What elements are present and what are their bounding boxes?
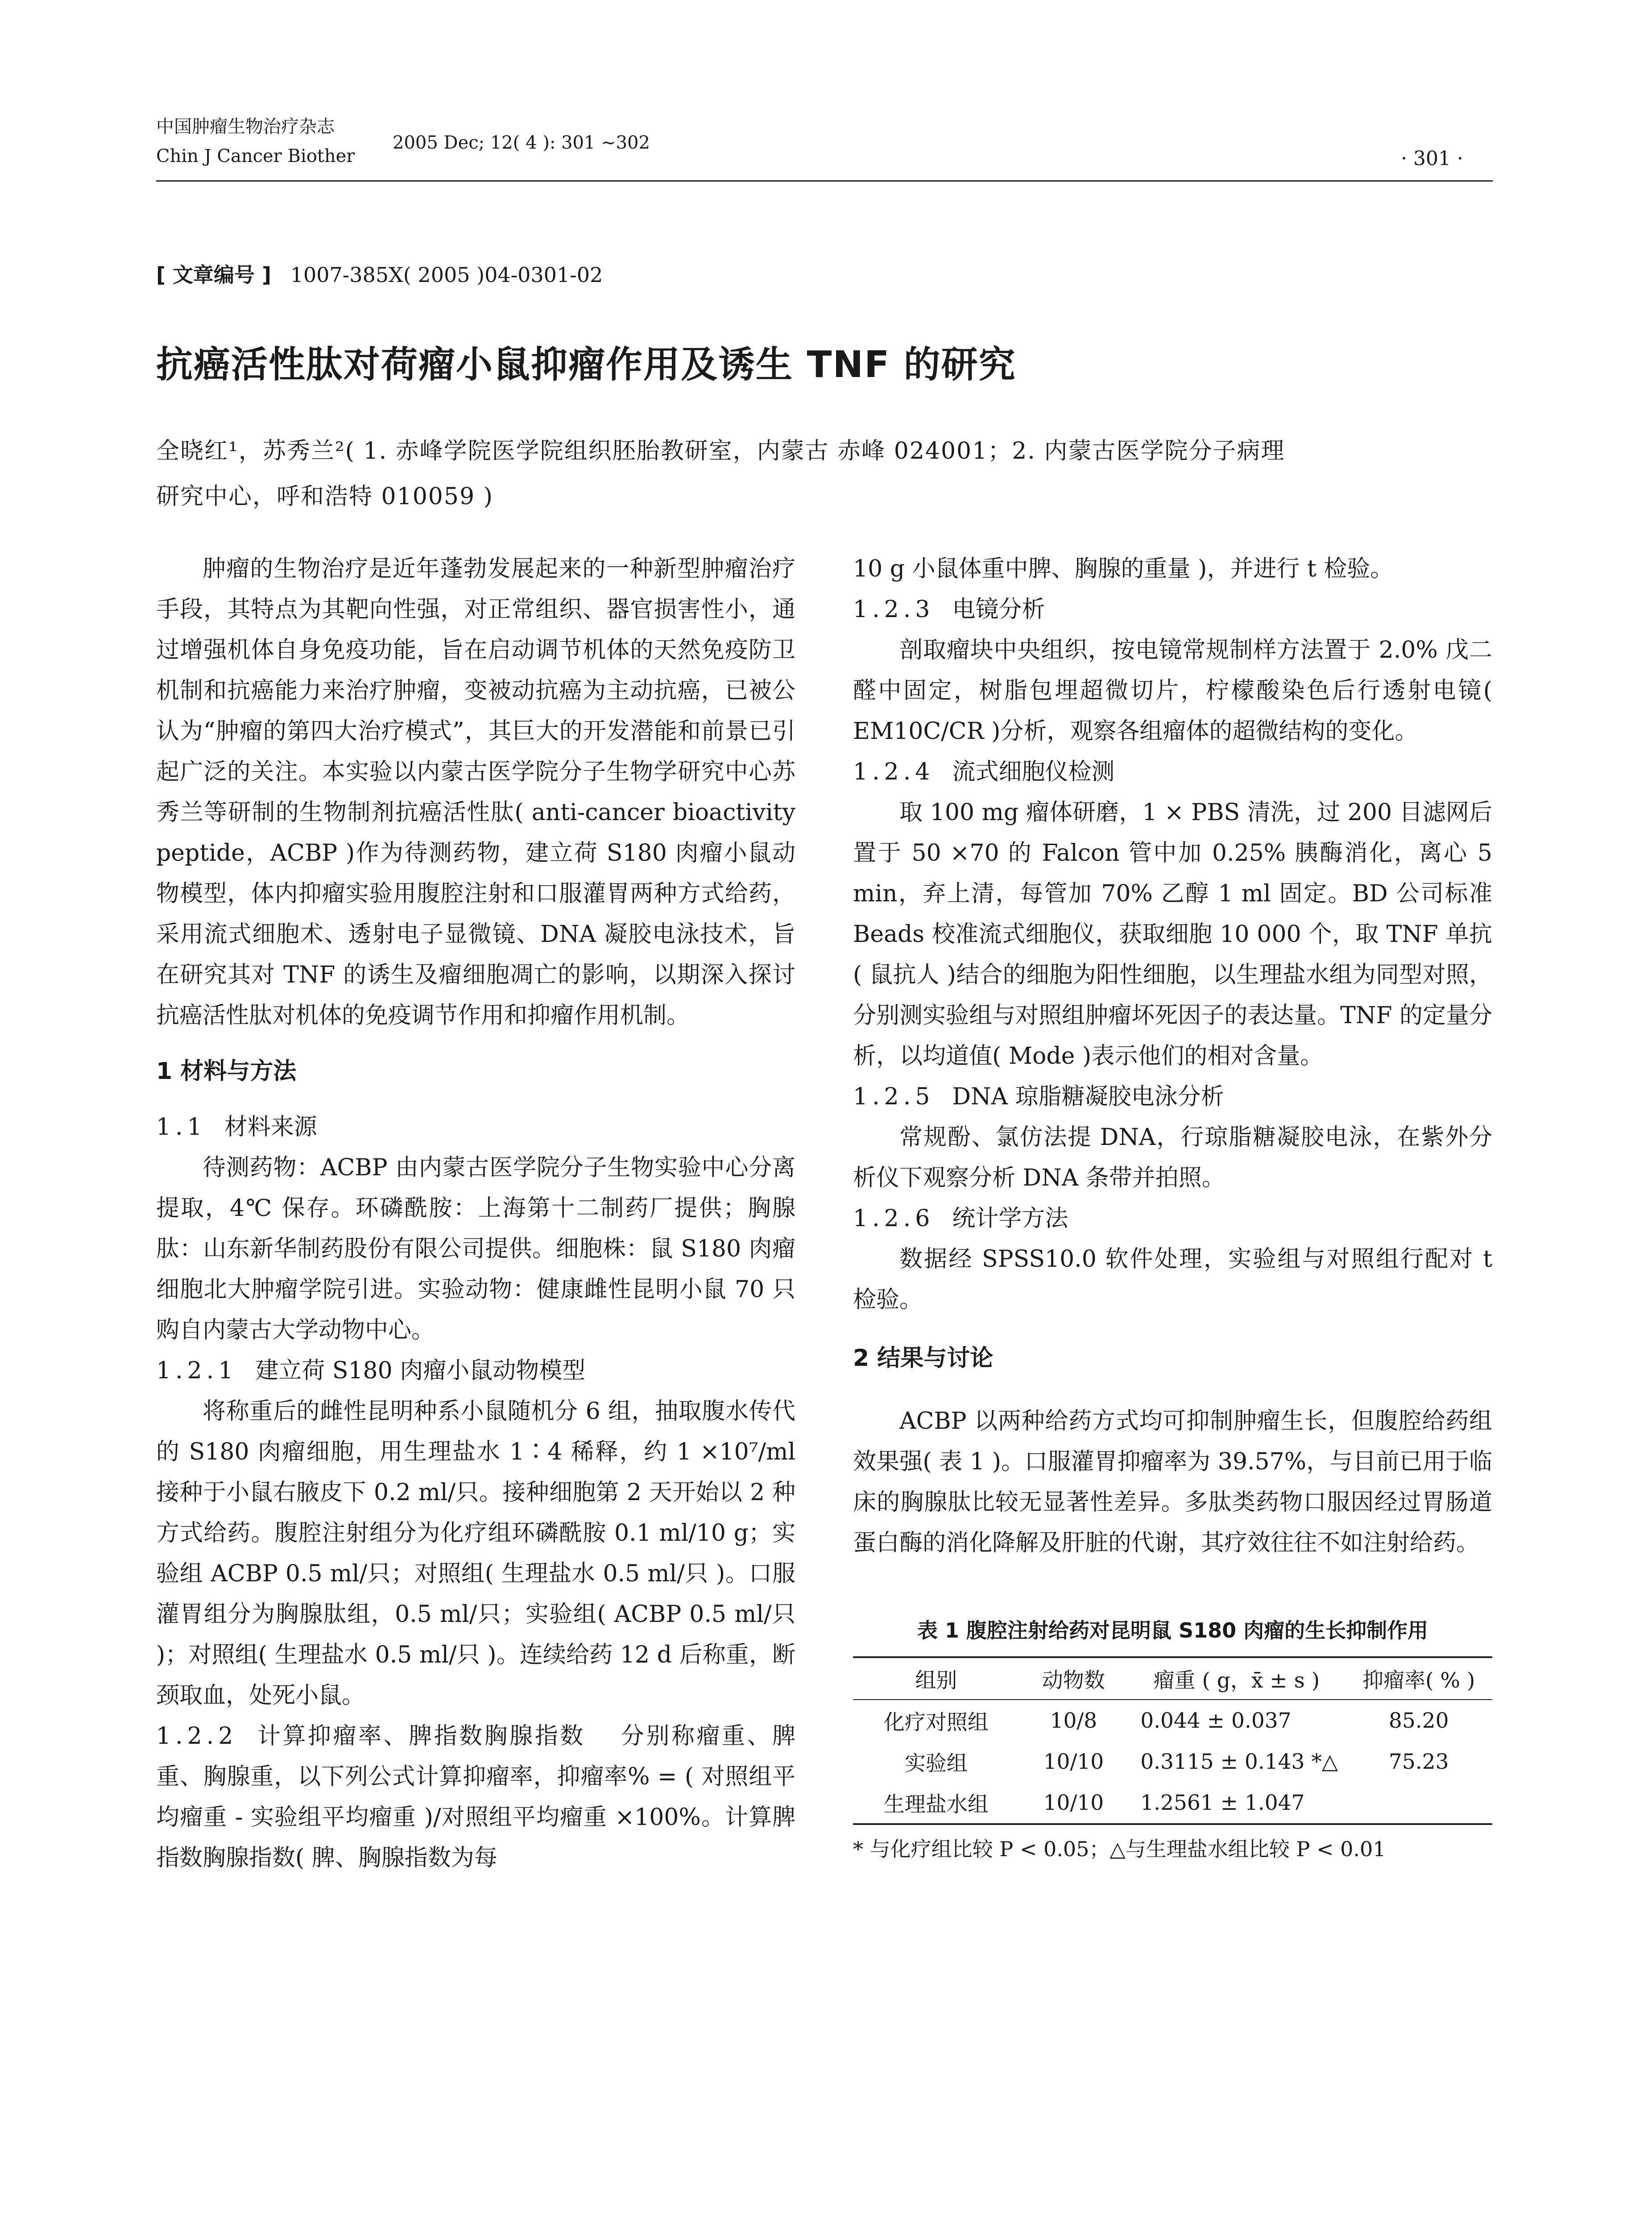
table-cell: 实验组 xyxy=(904,1751,968,1776)
subsection-1-2-3-text: 剖取瘤块中央组织，按电镜常规制样方法置于 2.0% 戊二醛中固定，树脂包埋超微切片，柠檬酸染色后行透射电镜( EM10C/CR )分析，观察各组瘤体的超微结构的变化。 xyxy=(853,637,1492,745)
subsection-1-2-5-heading xyxy=(853,1077,1492,1117)
left-column xyxy=(156,549,795,1879)
subsection-number: 1.2.2 xyxy=(156,1723,238,1750)
table-cell: 85.20 xyxy=(1388,1708,1449,1733)
journal-name-cn: 中国肿瘤生物治疗杂志 xyxy=(156,116,335,137)
authors-line-1: 全晓红¹，苏秀兰²( 1. 赤峰学院医学院组织胚胎教研室，内蒙古 赤峰 024001；2. 内蒙古医学院分子病理 xyxy=(156,438,1285,464)
table-1-grid xyxy=(853,1656,1492,1825)
subsection-1-2-2-paragraph xyxy=(156,1716,795,1879)
header-rule xyxy=(156,180,1493,182)
subsection-number: 1.2.5 xyxy=(853,1083,935,1110)
table-row xyxy=(853,1700,1492,1741)
authors-line-2: 研究中心，呼和浩特 010059 ) xyxy=(156,483,493,510)
section-1-heading: 1 材料与方法 xyxy=(156,1058,297,1085)
subsection-1-2-1-heading xyxy=(156,1351,795,1391)
article-number-value: 1007-385X( 2005 )04-0301-02 xyxy=(290,263,603,287)
article-number xyxy=(156,259,603,288)
subsection-title: 计算抑瘤率、脾指数胸腺指数 xyxy=(255,1723,585,1750)
continued-text: 10 g 小鼠体重中脾、胸腺的重量 )，并进行 t 检验。 xyxy=(853,556,1394,582)
authors-affiliations xyxy=(156,428,1285,519)
table-cell: 0.3115 ± 0.143 *△ xyxy=(1140,1749,1338,1774)
table-header-cell: 组别 xyxy=(915,1668,957,1693)
issue-info: 2005 Dec; 12( 4 ): 301 ~302 xyxy=(393,133,650,153)
table-cell: 10/8 xyxy=(1050,1708,1097,1733)
journal-name-en: Chin J Cancer Biother xyxy=(156,146,355,166)
subsection-1-2-1-text: 将称重后的雌性昆明种系小鼠随机分 6 组，抽取腹水传代的 S180 肉瘤细胞，用生理盐水 1∶4 稀释，约 1 ×10⁷/ml 接种于小鼠右腋皮下 0.2 ml/只。接种细胞第 2 天开始以 2 种方式给药。腹腔注射组分为化疗组环磷酰胺 0.1 ml/10 g；实验组 ACBP 0.5 ml/只；对照组( 生理盐水 0.5 ml/只 )。口服灌胃组分为胸腺肽组，0.5 ml/只；实验组( ACBP 0.5 ml/只 )；对照组( 生理盐水 0.5 ml/只 )。连续给药 12 d 后称重，断颈取血，处死小鼠。 xyxy=(156,1398,795,1709)
subsection-number: 1.1 xyxy=(156,1114,207,1140)
subsection-title: 建立荷 S180 肉瘤小鼠动物模型 xyxy=(255,1357,586,1384)
subsection-number: 1.2.6 xyxy=(853,1205,935,1232)
right-column xyxy=(853,549,1492,1867)
section-2-heading: 2 结果与讨论 xyxy=(853,1345,994,1372)
subsection-1-2-6-text: 数据经 SPSS10.0 软件处理，实验组与对照组行配对 t 检验。 xyxy=(853,1246,1492,1313)
table-cell: 化疗对照组 xyxy=(883,1710,989,1735)
table-cell: 10/10 xyxy=(1043,1790,1104,1815)
subsection-title: 流式细胞仪检测 xyxy=(952,759,1115,785)
table-header-row xyxy=(853,1657,1492,1700)
table-header-cell: 动物数 xyxy=(1042,1668,1105,1693)
table-cell xyxy=(1345,1782,1492,1824)
table-header-cell: 瘤重 ( g，x̄ ± s ) xyxy=(1153,1668,1320,1693)
table-cell: 生理盐水组 xyxy=(883,1792,989,1817)
subsection-1-2-3-heading xyxy=(853,589,1492,630)
subsection-number: 1.2.3 xyxy=(853,596,935,623)
subsection-1-1-heading xyxy=(156,1107,795,1148)
page-number: · 301 · xyxy=(1401,147,1463,170)
subsection-1-2-4-heading xyxy=(853,752,1492,792)
table-caption: 表 1 腹腔注射给药对昆明鼠 S180 肉瘤的生长抑制作用 xyxy=(917,1618,1428,1642)
results-paragraph: ACBP 以两种给药方式均可抑制肿瘤生长，但腹腔给药组效果强( 表 1 )。口服灌胃抑瘤率为 39.57%，与目前已用于临床的胸腺肽比较无显著性差异。多肽类药物口服因经过胃肠道蛋白酶的消化降解及肝脏的代谢，其疗效往往不如注射给药。 xyxy=(853,1408,1492,1556)
table-cell: 75.23 xyxy=(1388,1749,1449,1774)
table-cell: 0.044 ± 0.037 xyxy=(1140,1708,1292,1733)
subsection-1-2-6-heading xyxy=(853,1198,1492,1239)
table-cell: 1.2561 ± 1.047 xyxy=(1140,1790,1305,1815)
article-number-label: [ 文章编号 ] xyxy=(156,263,272,287)
subsection-1-2-2-text: 分别称瘤重、脾重、胸腺重，以下列公式计算抑瘤率，抑瘤率% = ( 对照组平均瘤重 - 实验组平均瘤重 )/对照组平均瘤重 ×100%。计算脾指数胸腺指数( 脾、胸腺指数为每 xyxy=(156,1723,795,1871)
table-1 xyxy=(853,1613,1492,1867)
subsection-number: 1.2.1 xyxy=(156,1357,238,1384)
subsection-title: DNA 琼脂糖凝胶电泳分析 xyxy=(952,1083,1224,1110)
table-cell: 10/10 xyxy=(1043,1749,1104,1774)
subsection-1-2-5-text: 常规酚、氯仿法提 DNA，行琼脂糖凝胶电泳，在紫外分析仪下观察分析 DNA 条带并拍照。 xyxy=(853,1124,1492,1191)
table-footnote: * 与化疗组比较 P < 0.05；△与生理盐水组比较 P < 0.01 xyxy=(853,1837,1386,1861)
intro-paragraph: 肿瘤的生物治疗是近年蓬勃发展起来的一种新型肿瘤治疗手段，其特点为其靶向性强，对正常组织、器官损害性小，通过增强机体自身免疫功能，旨在启动调节机体的天然免疫防卫机制和抗癌能力来治疗肿瘤，变被动抗癌为主动抗癌，已被公认为“肿瘤的第四大治疗模式”，其巨大的开发潜能和前景已引起广泛的关注。本实验以内蒙古医学院分子生物学研究中心苏秀兰等研制的生物制剂抗癌活性肽( anti-cancer bioactivity peptide，ACBP )作为待测药物，建立荷 S180 肉瘤小鼠动物模型，体内抑瘤实验用腹腔注射和口服灌胃两种方式给药，采用流式细胞术、透射电子显微镜、DNA 凝胶电泳技术，旨在研究其对 TNF 的诱生及瘤细胞凋亡的影响，以期深入探讨抗癌活性肽对机体的免疫调节作用和抑瘤作用机制。 xyxy=(156,556,795,1029)
paper-title: 抗癌活性肽对荷瘤小鼠抑瘤作用及诱生 TNF 的研究 xyxy=(156,344,1016,386)
subsection-title: 材料来源 xyxy=(224,1114,317,1140)
subsection-number: 1.2.4 xyxy=(853,759,935,785)
subsection-title: 统计学方法 xyxy=(952,1205,1068,1232)
table-row xyxy=(853,1782,1492,1824)
table-header-cell: 抑瘤率( % ) xyxy=(1362,1668,1475,1693)
subsection-title: 电镜分析 xyxy=(952,596,1045,623)
subsection-1-1-text: 待测药物：ACBP 由内蒙古医学院分子生物实验中心分离提取，4℃ 保存。环磷酰胺：上海第十二制药厂提供；胸腺肽：山东新华制药股份有限公司提供。细胞株：鼠 S180 肉瘤细胞北大肿瘤学院引进。实验动物：健康雌性昆明小鼠 70 只购自内蒙古大学动物中心。 xyxy=(156,1154,795,1344)
subsection-1-2-4-text: 取 100 mg 瘤体研磨，1 × PBS 清洗，过 200 目滤网后置于 50 ×70 的 Falcon 管中加 0.25% 胰酶消化，离心 5 min，弃上清，每管加 70% 乙醇 1 ml 固定。BD 公司标准 Beads 校准流式细胞仪，获取细胞 10 000 个，取 TNF 单抗( 鼠抗人 )结合的细胞为阳性细胞，以生理盐水组为同型对照，分别测实验组与对照组肿瘤坏死因子的表达量。TNF 的定量分析，以均道值( Mode )表示他们的相对含量。 xyxy=(853,799,1492,1070)
table-row xyxy=(853,1741,1492,1782)
